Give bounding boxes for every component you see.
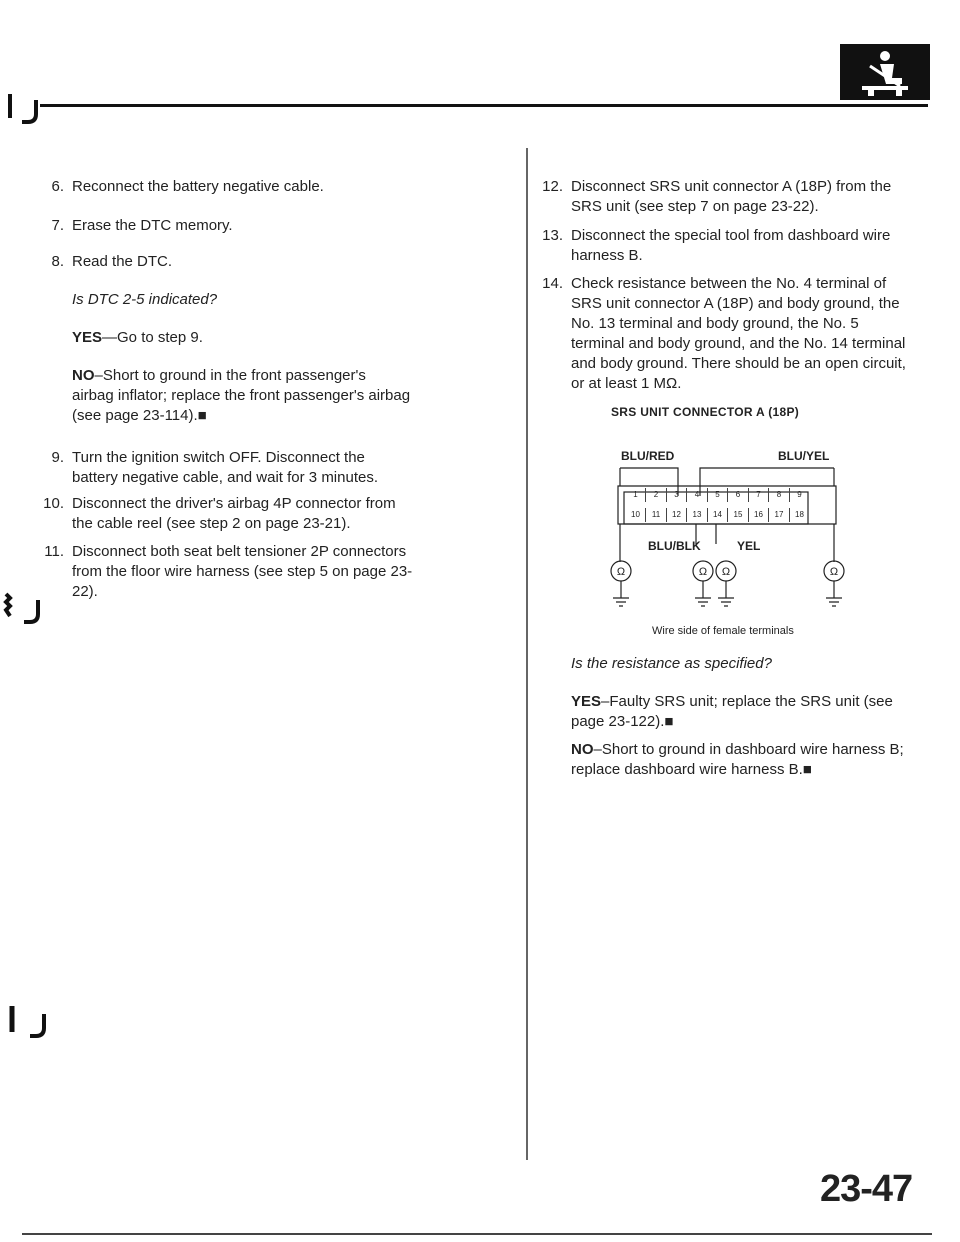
step-text-line: the cable reel (see step 2 on page 23-21). <box>72 515 351 532</box>
dash: — <box>102 329 118 346</box>
no-text-line: Short to ground in dashboard wire harness B; <box>601 741 904 758</box>
step-text-line: battery negative cable, and wait for 3 minutes. <box>72 469 379 486</box>
step-text-line: and body ground. There should be an open circuit, <box>571 355 906 372</box>
yes-text-line: page 23-122).■ <box>571 713 674 730</box>
no-text-line: (see page 23-114).■ <box>72 407 207 424</box>
binder-mark-middle <box>0 590 44 630</box>
step-number: 10. <box>43 495 64 512</box>
binder-mark-bottom <box>6 1002 50 1042</box>
connector-pin: 10 <box>626 508 646 522</box>
column-divider <box>526 148 528 1160</box>
connector-pin: 6 <box>729 488 749 502</box>
dash: – <box>593 741 602 758</box>
svg-text:Ω: Ω <box>829 566 839 578</box>
connector-pin: 13 <box>688 508 708 522</box>
step-text-line: terminal and body ground, and the No. 14 terminal <box>571 335 906 352</box>
wire-label-blu-blk: BLU/BLK <box>648 539 701 553</box>
wire-label-blu-red: BLU/RED <box>621 449 675 463</box>
diagram-caption: Wire side of female terminals <box>652 625 794 637</box>
svg-text:Ω: Ω <box>721 566 731 578</box>
diagram-title: SRS UNIT CONNECTOR A (18P) <box>611 405 800 419</box>
no-answer <box>571 740 951 780</box>
connector-pin: 9 <box>797 490 802 499</box>
binder-mark-top <box>2 88 42 128</box>
ohmmeter-icon <box>821 558 847 608</box>
step-text: Erase the DTC memory. <box>72 217 233 234</box>
connector-pin: 11 <box>647 508 667 522</box>
yes-label: YES <box>571 693 602 710</box>
step-number: 13. <box>542 227 563 244</box>
step-text-line: or at least 1 MΩ. <box>571 375 682 392</box>
connector-pin: 8 <box>770 488 790 502</box>
no-text-line: replace dashboard wire harness B.■ <box>571 761 812 778</box>
step-text-line: harness B. <box>571 247 643 264</box>
step-text: Read the DTC. <box>72 253 173 270</box>
step-text-line: Disconnect SRS unit connector A (18P) from the <box>571 178 892 195</box>
step-number: 12. <box>542 178 563 195</box>
connector-pin: 2 <box>647 488 667 502</box>
connector-pin: 3 <box>667 488 687 502</box>
no-text-line: Short to ground in the front passenger's <box>102 367 366 384</box>
step-text-line: Turn the ignition switch OFF. Disconnect the <box>72 449 365 466</box>
yes-answer <box>571 692 931 732</box>
page-number: 23-47 <box>820 1168 913 1210</box>
svg-text:Ω: Ω <box>698 566 708 578</box>
connector-pin: 18 <box>795 510 804 519</box>
yes-label: YES <box>72 329 103 346</box>
ohmmeter-icon <box>608 558 634 608</box>
no-label: NO <box>72 367 95 384</box>
step-text-line: SRS unit connector A (18P) and body ground, the <box>571 295 900 312</box>
seat-belt-airbag-icon <box>840 44 930 100</box>
footer-rule <box>22 1233 932 1235</box>
no-label: NO <box>571 741 594 758</box>
connector-pin: 7 <box>749 488 769 502</box>
dash: – <box>94 367 103 384</box>
step-number: 8. <box>51 253 64 270</box>
connector-pin: 14 <box>708 508 728 522</box>
wire-label-yel: YEL <box>737 539 761 553</box>
header-rule <box>40 104 928 107</box>
step-text-line: 22). <box>72 583 98 600</box>
question: Is DTC 2-5 indicated? <box>72 291 218 308</box>
step-text-line: Disconnect the special tool from dashboard wire <box>571 227 891 244</box>
step-number: 11. <box>44 543 64 560</box>
step-text: Reconnect the battery negative cable. <box>72 178 324 195</box>
connector-pin: 16 <box>749 508 769 522</box>
connector-pin: 17 <box>770 508 790 522</box>
yes-text: Go to step 9. <box>117 329 203 346</box>
connector-pin: 12 <box>667 508 687 522</box>
step-text-line: from the floor wire harness (see step 5 on page 23- <box>72 563 413 580</box>
step-text-line: Disconnect both seat belt tensioner 2P connectors <box>72 543 407 560</box>
connector-pin: 4 <box>688 488 708 502</box>
wire-label-blu-yel: BLU/YEL <box>778 449 830 463</box>
dash: – <box>601 693 610 710</box>
yes-answer <box>72 328 203 348</box>
yes-text-line: Faulty SRS unit; replace the SRS unit (see <box>609 693 893 710</box>
svg-text:Ω: Ω <box>616 566 626 578</box>
step-text-line: No. 13 terminal and body ground, the No. 5 <box>571 315 859 332</box>
ohmmeter-icon <box>713 558 739 608</box>
step-number: 7. <box>51 217 64 234</box>
connector-pin: 5 <box>708 488 728 502</box>
no-answer <box>72 366 512 426</box>
step-number: 9. <box>51 449 64 466</box>
step-number: 14. <box>542 275 563 292</box>
step-text-line: Disconnect the driver's airbag 4P connector from <box>72 495 396 512</box>
step-number: 6. <box>51 178 64 195</box>
no-text-line: airbag inflator; replace the front passenger's airbag <box>72 387 411 404</box>
connector-pin: 1 <box>626 488 646 502</box>
connector-pin: 15 <box>729 508 749 522</box>
step-text-line: Check resistance between the No. 4 terminal of <box>571 275 887 292</box>
question: Is the resistance as specified? <box>571 655 772 672</box>
step-text-line: SRS unit (see step 7 on page 23-22). <box>571 198 819 215</box>
